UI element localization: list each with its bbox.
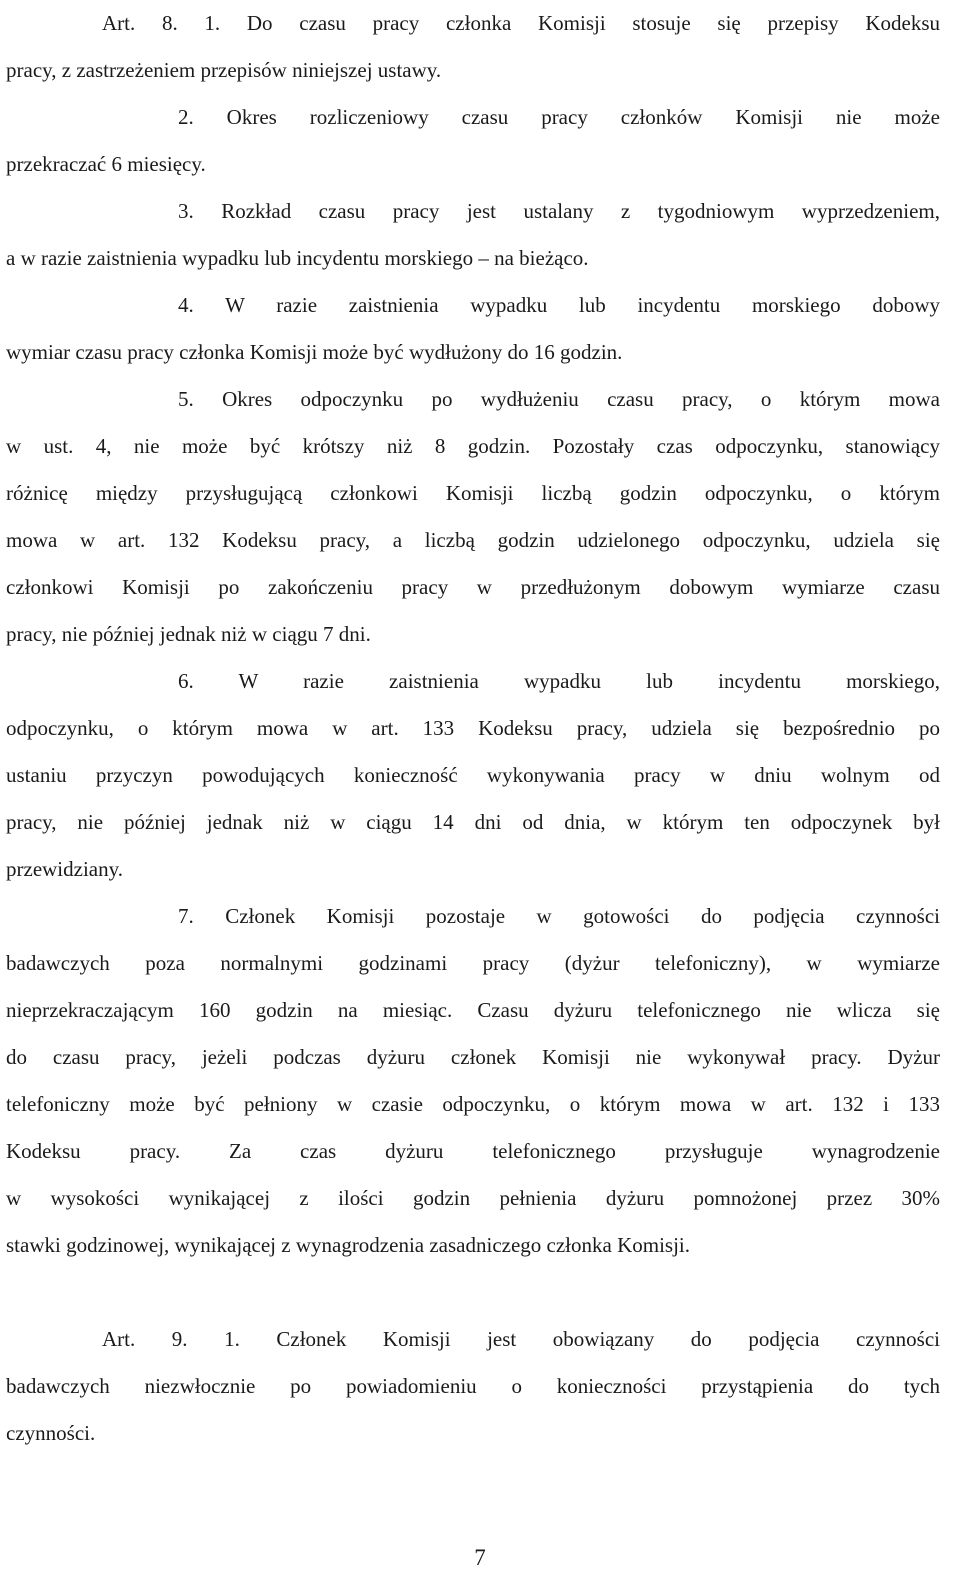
- art-8-par-4: [6, 282, 940, 376]
- art-8-par-5: [6, 376, 940, 658]
- text-line: różnicę między przysługującą członkowi Komisji liczbą godzin odpoczynku, o którym: [6, 481, 940, 505]
- art-9-par-1: [6, 1316, 940, 1457]
- text-line: Kodeksu pracy. Za czas dyżuru telefonicznego przysługuje wynagrodzenie: [6, 1139, 940, 1163]
- text-line: stawki godzinowej, wynikającej z wynagrodzenia zasadniczego członka Komisji.: [6, 1233, 691, 1257]
- document-body: [6, 0, 940, 1457]
- page-number: 7: [474, 1545, 486, 1570]
- text-line: przekraczać 6 miesięcy.: [6, 152, 206, 176]
- text-line: 2. Okres rozliczeniowy czasu pracy członków Komisji nie może: [178, 105, 940, 129]
- art-8-par-7: [6, 893, 940, 1269]
- text-line: 3. Rozkład czasu pracy jest ustalany z tygodniowym wyprzedzeniem,: [178, 199, 940, 223]
- art-8-par-2: [6, 94, 940, 188]
- text-line: nieprzekraczającym 160 godzin na miesiąc. Czasu dyżuru telefonicznego nie wlicza się: [6, 998, 940, 1022]
- text-line: a w razie zaistnienia wypadku lub incydentu morskiego – na bieżąco.: [6, 246, 589, 270]
- text-line: czynności.: [6, 1421, 96, 1445]
- text-line: pracy, z zastrzeżeniem przepisów niniejszej ustawy.: [6, 58, 442, 82]
- text-line: 6. W razie zaistnienia wypadku lub incydentu morskiego,: [178, 669, 940, 693]
- art-8-par-3: [6, 188, 940, 282]
- art-8-par-1: [6, 0, 940, 94]
- text-line: pracy, nie później jednak niż w ciągu 14 dni od dnia, w którym ten odpoczynek był: [6, 810, 940, 834]
- text-line: odpoczynku, o którym mowa w art. 133 Kodeksu pracy, udziela się bezpośrednio po: [6, 716, 940, 740]
- text-line: w ust. 4, nie może być krótszy niż 8 godzin. Pozostały czas odpoczynku, stanowiący: [6, 434, 940, 458]
- text-line: badawczych niezwłocznie po powiadomieniu o konieczności przystąpienia do tych: [6, 1374, 940, 1398]
- article-spacer: [6, 1269, 940, 1316]
- art-8-par-6: [6, 658, 940, 893]
- text-line: 5. Okres odpoczynku po wydłużeniu czasu pracy, o którym mowa: [178, 387, 940, 411]
- article-8: [6, 0, 940, 1269]
- text-line: do czasu pracy, jeżeli podczas dyżuru członek Komisji nie wykonywał pracy. Dyżur: [6, 1045, 940, 1069]
- text-line: telefoniczny może być pełniony w czasie odpoczynku, o którym mowa w art. 132 i 133: [6, 1092, 940, 1116]
- text-line: w wysokości wynikającej z ilości godzin pełnienia dyżuru pomnożonej przez 30%: [6, 1186, 940, 1210]
- text-line: 4. W razie zaistnienia wypadku lub incydentu morskiego dobowy: [178, 293, 940, 317]
- text-line: badawczych poza normalnymi godzinami pracy (dyżur telefoniczny), w wymiarze: [6, 951, 940, 975]
- text-line: pracy, nie później jednak niż w ciągu 7 dni.: [6, 622, 371, 646]
- text-line: mowa w art. 132 Kodeksu pracy, a liczbą godzin udzielonego odpoczynku, udziela się: [6, 528, 940, 552]
- text-line: Art. 9. 1. Członek Komisji jest obowiązany do podjęcia czynności: [102, 1327, 940, 1351]
- article-9: [6, 1316, 940, 1457]
- text-line: 7. Członek Komisji pozostaje w gotowości do podjęcia czynności: [178, 904, 940, 928]
- text-line: ustaniu przyczyn powodujących konieczność wykonywania pracy w dniu wolnym od: [6, 763, 940, 787]
- text-line: przewidziany.: [6, 857, 123, 881]
- text-line: Art. 8. 1. Do czasu pracy członka Komisji stosuje się przepisy Kodeksu: [102, 11, 940, 35]
- text-line: wymiar czasu pracy członka Komisji może być wydłużony do 16 godzin.: [6, 340, 623, 364]
- text-line: członkowi Komisji po zakończeniu pracy w przedłużonym dobowym wymiarze czasu: [6, 575, 940, 599]
